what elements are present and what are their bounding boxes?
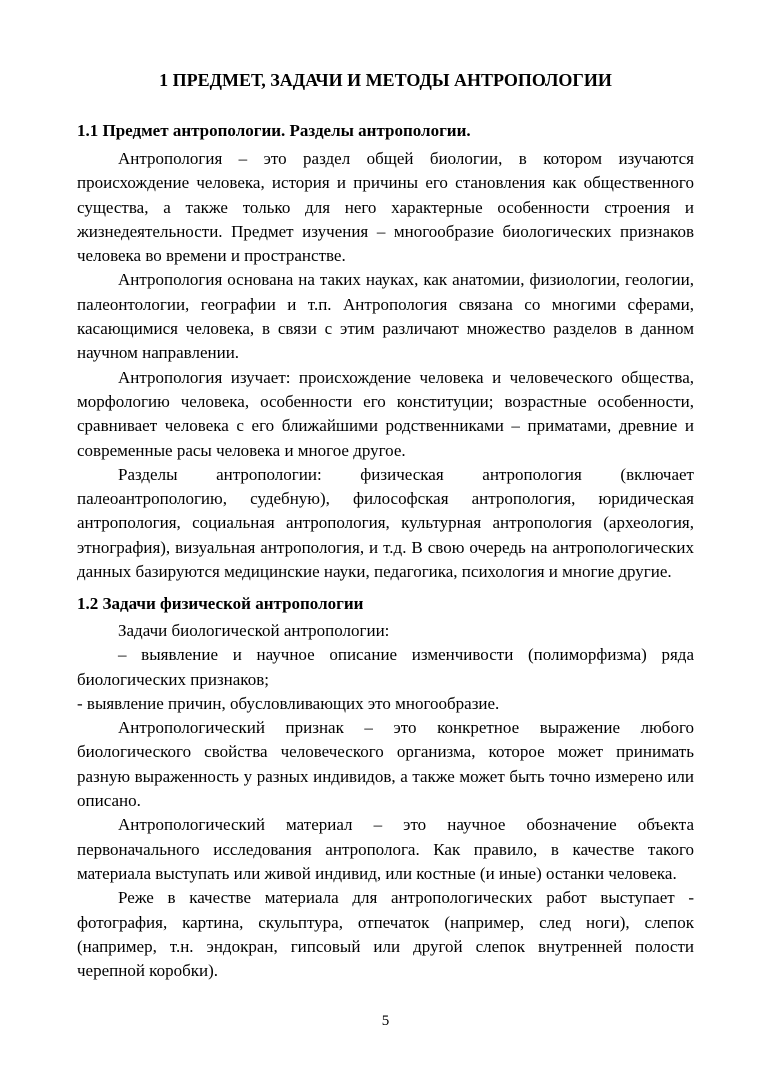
section-1-title: 1.1 Предмет антропологии. Разделы антропологии. (77, 121, 471, 140)
section-2-intro: Задачи биологической антропологии: (118, 621, 390, 640)
document-page (77, 0, 694, 1080)
paragraph: Антропологический признак – это конкретное выражение любого биологического свойства человеческого организма, которое может принимать разную выраженность у разных индивидов, а также может быть точно измерено или описано. (77, 718, 694, 811)
paragraph: Антропология основана на таких науках, как анатомии, физиологии, геологии, палеонтологии, географии и т.п. Антропология связана со многими сферами, касающимися человека, в связи с этим различают множество разделов в данном научном направлении. (77, 270, 694, 363)
paragraph: Антропология – это раздел общей биологии, в котором изучаются происхождение человека, история и причины его становления как общественного существа, а также только для него характерные особенности строения и жизнедеятельности. Предмет изучения – многообразие биологических признаков человека во времени и пространстве. (77, 149, 694, 266)
paragraph: Антропология изучает: происхождение человека и человеческого общества, морфологию человека, особенности его конституции; возрастные особенности, сравнивает человека с его ближайшими родственниками – приматами, древние и современные расы человека и многое другое. (77, 367, 694, 460)
list-item: - выявление причин, обусловливающих это многообразие. (77, 693, 500, 713)
section-1-body (77, 147, 694, 584)
section-2-body (77, 619, 694, 983)
section-2-title: 1.2 Задачи физической антропологии (77, 594, 364, 613)
paragraph: Реже в качестве материала для антропологических работ выступает - фотография, картина, скульптура, отпечаток (например, след ноги), слепок (например, т.н. эндокран, гипсовый или другой слепок внутренней полости черепной коробки). (77, 888, 694, 981)
page-number: 5 (381, 1013, 390, 1029)
paragraph: Антропологический материал – это научное обозначение объекта первоначального исследования антрополога. Как правило, в качестве такого материала выступать или живой индивид, или костные (и иные) останки человека. (77, 815, 694, 883)
paragraph: Разделы антропологии: физическая антропология (включает палеоантропологию, судебную), философская антропология, юридическая антропология, социальная антропология, культурная антропология (археология, этнография), визуальная антропология, и т.д. В свою очередь на антропологических данных базируются медицинские науки, педагогика, психология и многие другие. (77, 464, 694, 582)
chapter-title: 1 ПРЕДМЕТ, ЗАДАЧИ И МЕТОДЫ АНТРОПОЛОГИИ (159, 70, 612, 90)
list-item: – выявление и научное описание изменчивости (полиморфизма) ряда биологических признаков; (77, 645, 694, 689)
